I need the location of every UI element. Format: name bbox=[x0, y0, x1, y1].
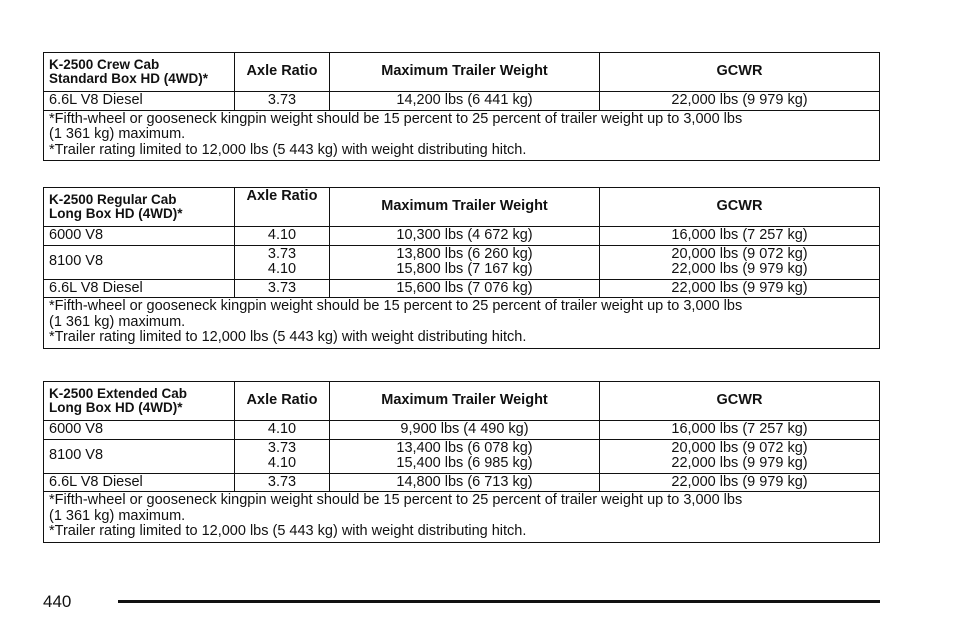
gcwr-header: GCWR bbox=[600, 188, 880, 227]
note-line: (1 361 kg) maximum. bbox=[49, 507, 186, 524]
gcwr-cell: 16,000 lbs (7 257 kg) bbox=[600, 227, 880, 246]
notes-cell bbox=[44, 492, 880, 543]
gcwr-header: GCWR bbox=[600, 53, 880, 92]
notes-cell bbox=[44, 110, 880, 161]
note-line: *Fifth-wheel or gooseneck kingpin weight should be 15 percent to 25 percent of trailer weight up to 3,000 lbs bbox=[49, 110, 743, 127]
trailer-weight-cell: 14,800 lbs (6 713 kg) bbox=[330, 473, 600, 492]
note-line: *Trailer rating limited to 12,000 lbs (5 443 kg) with weight distributing hitch. bbox=[49, 141, 527, 158]
gcwr-cell: 22,000 lbs (9 979 kg) bbox=[600, 92, 880, 111]
trailer-table-extended-cab bbox=[43, 381, 880, 543]
note-line: *Trailer rating limited to 12,000 lbs (5 443 kg) with weight distributing hitch. bbox=[49, 523, 527, 539]
trailer-weight-cell: 15,600 lbs (7 076 kg) bbox=[330, 279, 600, 298]
note-line: *Trailer rating limited to 12,000 lbs (5 443 kg) with weight distributing hitch. bbox=[49, 329, 527, 345]
axle-ratio-cell: 4.10 bbox=[235, 421, 330, 440]
axle-ratio-header: Axle Ratio bbox=[235, 53, 330, 92]
axle-ratio-cell: 3.73 4.10 bbox=[235, 245, 330, 279]
trailer-weight-cell: 13,400 lbs (6 078 kg) 15,400 lbs (6 985 kg) bbox=[330, 439, 600, 473]
table-row bbox=[44, 92, 880, 111]
cab-model-header: K-2500 Extended Cab Long Box HD (4WD)* bbox=[44, 382, 235, 421]
engine-cell: 6.6L V8 Diesel bbox=[44, 473, 235, 492]
axle-ratio-cell: 3.73 bbox=[235, 92, 330, 111]
trailer-weight-cell: 9,900 lbs (4 490 kg) bbox=[330, 421, 600, 440]
note-line: (1 361 kg) maximum. bbox=[49, 313, 186, 330]
engine-cell: 6.6L V8 Diesel bbox=[44, 279, 235, 298]
notes-row bbox=[44, 492, 880, 543]
gcwr-cell: 16,000 lbs (7 257 kg) bbox=[600, 421, 880, 440]
footer-rule bbox=[118, 600, 880, 603]
axle-ratio-cell: 3.73 bbox=[235, 473, 330, 492]
axle-ratio-cell: 3.73 bbox=[235, 279, 330, 298]
table-header-row bbox=[44, 53, 880, 92]
gcwr-cell: 22,000 lbs (9 979 kg) bbox=[600, 279, 880, 298]
engine-cell: 6.6L V8 Diesel bbox=[44, 92, 235, 111]
engine-cell: 6000 V8 bbox=[44, 421, 235, 440]
engine-cell: 8100 V8 bbox=[44, 439, 235, 473]
engine-cell: 6000 V8 bbox=[44, 227, 235, 246]
table-row bbox=[44, 245, 880, 279]
axle-ratio-header: Axle Ratio bbox=[235, 382, 330, 421]
max-trailer-weight-header: Maximum Trailer Weight bbox=[330, 382, 600, 421]
page-number: 440 bbox=[43, 592, 72, 611]
notes-row bbox=[44, 298, 880, 349]
note-line: (1 361 kg) maximum. bbox=[49, 126, 186, 142]
table-header-row bbox=[44, 382, 880, 421]
cab-model-header: K-2500 Regular Cab Long Box HD (4WD)* bbox=[44, 188, 235, 227]
gcwr-cell: 20,000 lbs (9 072 kg) 22,000 lbs (9 979 kg) bbox=[600, 439, 880, 473]
table-row bbox=[44, 227, 880, 246]
table-row bbox=[44, 473, 880, 492]
trailer-weight-cell: 13,800 lbs (6 260 kg) 15,800 lbs (7 167 kg) bbox=[330, 245, 600, 279]
note-line: *Fifth-wheel or gooseneck kingpin weight should be 15 percent to 25 percent of trailer weight up to 3,000 lbs bbox=[49, 298, 743, 314]
cab-model-header: K-2500 Crew Cab Standard Box HD (4WD)* bbox=[44, 53, 235, 92]
table-row bbox=[44, 279, 880, 298]
axle-ratio-header: Axle Ratio bbox=[235, 188, 330, 227]
trailer-weight-cell: 10,300 lbs (4 672 kg) bbox=[330, 227, 600, 246]
trailer-table-crew-cab bbox=[43, 52, 880, 161]
engine-cell: 8100 V8 bbox=[44, 245, 235, 279]
gcwr-cell: 20,000 lbs (9 072 kg) 22,000 lbs (9 979 kg) bbox=[600, 245, 880, 279]
max-trailer-weight-header: Maximum Trailer Weight bbox=[330, 188, 600, 227]
note-line: *Fifth-wheel or gooseneck kingpin weight should be 15 percent to 25 percent of trailer weight up to 3,000 lbs bbox=[49, 492, 743, 508]
gcwr-cell: 22,000 lbs (9 979 kg) bbox=[600, 473, 880, 492]
notes-row bbox=[44, 110, 880, 161]
table-row bbox=[44, 439, 880, 473]
notes-cell bbox=[44, 298, 880, 349]
axle-ratio-cell: 3.73 4.10 bbox=[235, 439, 330, 473]
table-header-row bbox=[44, 188, 880, 227]
table-row bbox=[44, 421, 880, 440]
gcwr-header: GCWR bbox=[600, 382, 880, 421]
max-trailer-weight-header: Maximum Trailer Weight bbox=[330, 53, 600, 92]
trailer-weight-cell: 14,200 lbs (6 441 kg) bbox=[330, 92, 600, 111]
trailer-table-regular-cab bbox=[43, 187, 880, 349]
axle-ratio-cell: 4.10 bbox=[235, 227, 330, 246]
